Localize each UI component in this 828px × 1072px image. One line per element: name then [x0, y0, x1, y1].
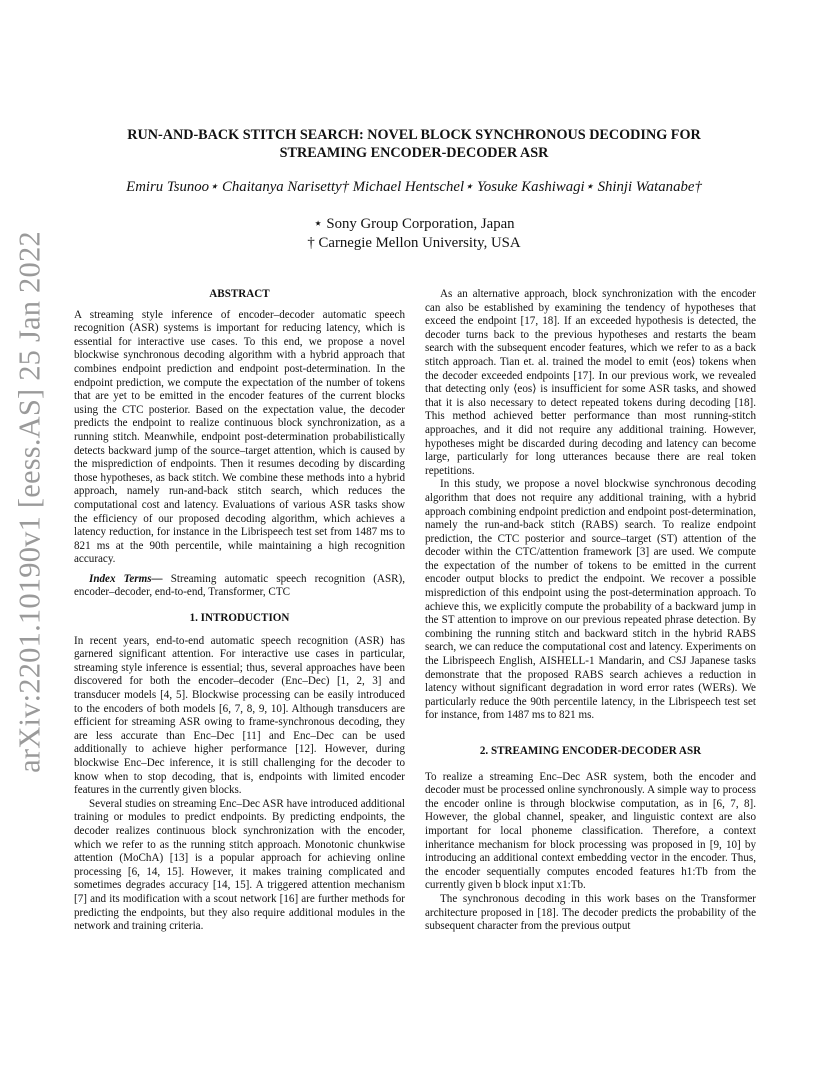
- left-column: [74, 288, 405, 934]
- right-paragraph-2: In this study, we propose a novel blockwise synchronous decoding algorithm that does not require any additional training, with a hybrid approach combining endpoint prediction and endpoint post-determination, namely the run-and-back stitch (RABS) search. To realize endpoint prediction, the CTC posterior and source–target (ST) attention of the decoder within the CTC/attention framework [3] are used. We compute the expectation of the number of tokens to be emitted in the current encoder output blocks to predict the endpoint. We recover a possible misprediction of this endpoint using the post-determination approach. To achieve this, we explicitly compute the probability of a backward jump in the ST attention to improve on our previous repeated phrase detection. By combining the running stitch and backward stitch in the hybrid RABS search, we can reduce the computational cost and latency. Experiments on the Librispeech English, AISHELL-1 Mandarin, and CSJ Japanese tasks demonstrate that the proposed RABS search achieves a reduction in latency without significant degradation in word error rates (WERs). We particularly reduce the 90th percentile latency, in the Librispeech test set for instance, from 1487 ms to 821 ms.: [425, 478, 756, 722]
- section-1-heading: 1. INTRODUCTION: [189, 612, 290, 625]
- affiliations: [200, 215, 628, 253]
- arxiv-stamp: [8, 231, 52, 773]
- right-paragraph-1: As an alternative approach, block synchronization with the encoder can also be established by examining the tendency of hypotheses that exceed the endpoint [17, 18]. If an exceeded hypothesis is detected, the decoder turns back to the previous hypotheses and restarts the beam search with the subsequent encoder features, which we refer to as a back stitch approach. Tian et. al. trained the model to emit ⟨eos⟩ tokens when the decoder exceeded endpoints [17]. In our previous work, we revealed that detecting only ⟨eos⟩ is insufficient for some ASR tasks, and showed that it is also necessary to detect repeated tokens during decoding [18]. This method achieved better performance than most running-stitch approaches, and it did not require any additional training. However, hypotheses might be discarded during decoding and latency can become large, particularly for long utterances because there are real token repetitions.: [425, 288, 756, 477]
- index-terms: [74, 573, 405, 600]
- title-line-2: STREAMING ENCODER-DECODER ASR: [279, 145, 549, 161]
- author-list: Emiru Tsunoo⋆ Chaitanya Narisetty† Michael Hentschel⋆ Yosuke Kashiwagi⋆ Shinji Watanabe†: [126, 179, 702, 195]
- section-2-paragraph-1: To realize a streaming Enc–Dec ASR system, both the encoder and decoder must be processed online synchronously. A simple way to process the encoder online is through blockwise computation, as in [6, 7, 8]. However, the global channel, speaker, and linguistic context are also important for local phoneme classification. Therefore, a context inheritance mechanism for block processing was proposed in [9, 10] by introducing an additional context embedding vector in the encoder. Thus, the encoder sequentially computes encoded features h1:Tb from the currently given b block input x1:Tb.: [425, 770, 756, 892]
- right-column: [425, 288, 756, 934]
- section-2-heading: 2. STREAMING ENCODER-DECODER ASR: [479, 745, 702, 757]
- paper-title: [60, 126, 768, 162]
- abstract-text: A streaming style inference of encoder–decoder automatic speech recognition (ASR) systems is important for reducing latency, which is essential for interactive use cases. To this end, we propose a novel blockwise synchronous decoding algorithm with a hybrid approach that combines endpoint prediction and endpoint post-determination. In the endpoint prediction, we compute the expectation of the number of tokens that are yet to be emitted in the encoder features of the current blocks using the CTC posterior. Based on the expectation value, the decoder predicts the endpoint to realize continuous block synchronization, as a running stitch. Meanwhile, endpoint post-determination probabilistically detects backward jump of the source–target attention, which is caused by the misprediction of endpoints. Then it resumes decoding by discarding those hypotheses, as back stitch. We combine these methods into a hybrid approach, namely run-and-back stitch search, which reduces the computational cost and latency. Evaluations of various ASR tasks show the efficiency of our proposed decoding algorithm, which achieves a latency reduction, for instance in the Librispeech test set from 1487 ms to 821 ms at the 90th percentile, while maintaining a high recognition accuracy.: [74, 308, 405, 566]
- arxiv-identifier: arXiv:2201.10190v1 [eess.AS] 25 Jan 2022: [12, 231, 47, 773]
- index-terms-text: Streaming automatic speech recognition (ASR), encoder–decoder, end-to-end, Transformer, CTC: [74, 572, 405, 599]
- abstract-heading: ABSTRACT: [209, 288, 270, 300]
- index-terms-label: Index Terms—: [89, 572, 163, 585]
- affiliation-sony: ⋆ Sony Group Corporation, Japan: [313, 216, 515, 232]
- section-2-paragraph-2: The synchronous decoding in this work bases on the Transformer architecture proposed in [18]. The decoder predicts the probability of the subsequent character from the previous output: [425, 892, 756, 933]
- intro-paragraph-2: Several studies on streaming Enc–Dec ASR have introduced additional training or modules to predict endpoints. By predicting endpoints, the decoder realizes continuous block synchronization with the encoder, which we refer to as the running stitch approach. Monotonic chunkwise attention (MoChA) [13] is a popular approach for achieving online processing [6, 14, 15]. However, it makes training complicated and sometimes degrades accuracy [14, 15]. A triggered attention mechanism [7] and its modification with a scout network [16] are further methods for predicting the endpoints, but they also require additional modules in the network and training criteria.: [74, 797, 405, 933]
- intro-paragraph-1: In recent years, end-to-end automatic speech recognition (ASR) has garnered significant attention. For interactive use cases in particular, streaming style inference is essential; thus, several approaches have been discovered for both the encoder–decoder (Enc–Dec) [1, 2, 3] and transducer models [4, 5]. Blockwise processing can be easily introduced to the encoders of both models [6, 7, 8, 9, 10]. Although transducers are efficient for streaming ASR owing to frame-synchronous decoding, they are less accurate than Enc–Dec [11] and Enc–Dec can be used additionally to achieve higher performance [12]. However, during blockwise Enc–Dec inference, it is still challenging for the decoder to know when to stop decoding, that is, endpoints with limited encoder features in the currently given blocks.: [74, 634, 405, 797]
- affiliation-cmu: † Carnegie Mellon University, USA: [307, 235, 521, 251]
- title-line-1: RUN-AND-BACK STITCH SEARCH: NOVEL BLOCK SYNCHRONOUS DECODING FOR: [127, 127, 701, 143]
